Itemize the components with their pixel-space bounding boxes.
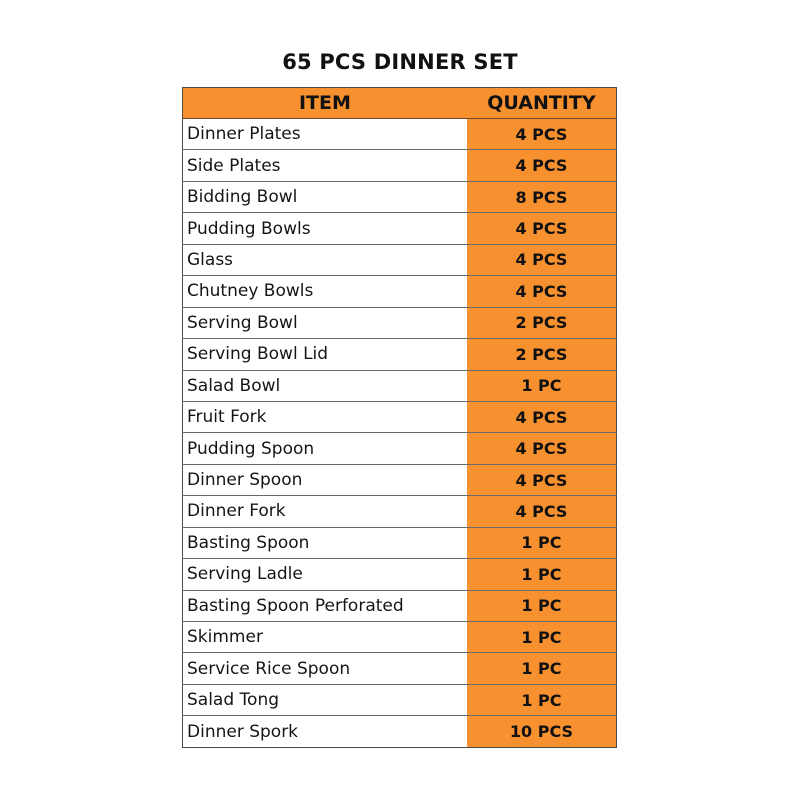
dinner-set-table bbox=[182, 87, 617, 748]
item-quantity: 1 PC bbox=[467, 527, 617, 558]
table-header-row bbox=[183, 88, 617, 119]
item-name: Serving Bowl bbox=[183, 307, 467, 338]
item-quantity: 4 PCS bbox=[467, 213, 617, 244]
item-name: Salad Bowl bbox=[183, 370, 467, 401]
item-quantity: 1 PC bbox=[467, 559, 617, 590]
table-row bbox=[183, 684, 617, 715]
table-row bbox=[183, 119, 617, 150]
item-name: Basting Spoon bbox=[183, 527, 467, 558]
item-quantity: 4 PCS bbox=[467, 150, 617, 181]
item-name: Pudding Bowls bbox=[183, 213, 467, 244]
table-row bbox=[183, 716, 617, 747]
table-row bbox=[183, 339, 617, 370]
table-row bbox=[183, 653, 617, 684]
item-name: Glass bbox=[183, 244, 467, 275]
item-quantity: 1 PC bbox=[467, 622, 617, 653]
table-row bbox=[183, 590, 617, 621]
item-name: Chutney Bowls bbox=[183, 276, 467, 307]
item-name: Service Rice Spoon bbox=[183, 653, 467, 684]
item-name: Dinner Plates bbox=[183, 119, 467, 150]
table-row bbox=[183, 213, 617, 244]
table-row bbox=[183, 150, 617, 181]
item-name: Dinner Spoon bbox=[183, 464, 467, 495]
item-quantity: 2 PCS bbox=[467, 307, 617, 338]
table-row bbox=[183, 401, 617, 432]
item-name: Dinner Fork bbox=[183, 496, 467, 527]
table-row bbox=[183, 307, 617, 338]
item-quantity: 4 PCS bbox=[467, 496, 617, 527]
item-quantity: 10 PCS bbox=[467, 716, 617, 747]
item-quantity: 4 PCS bbox=[467, 276, 617, 307]
item-quantity: 4 PCS bbox=[467, 244, 617, 275]
item-name: Skimmer bbox=[183, 622, 467, 653]
item-name: Dinner Spork bbox=[183, 716, 467, 747]
item-quantity: 2 PCS bbox=[467, 339, 617, 370]
table-row bbox=[183, 464, 617, 495]
item-quantity: 4 PCS bbox=[467, 433, 617, 464]
item-quantity: 4 PCS bbox=[467, 401, 617, 432]
table-row bbox=[183, 527, 617, 558]
table-row bbox=[183, 181, 617, 212]
item-quantity: 4 PCS bbox=[467, 119, 617, 150]
item-name: Salad Tong bbox=[183, 684, 467, 715]
item-name: Fruit Fork bbox=[183, 401, 467, 432]
table-row bbox=[183, 433, 617, 464]
item-name: Serving Bowl Lid bbox=[183, 339, 467, 370]
item-name: Bidding Bowl bbox=[183, 181, 467, 212]
table-row bbox=[183, 559, 617, 590]
item-name: Side Plates bbox=[183, 150, 467, 181]
table-row bbox=[183, 244, 617, 275]
header-quantity: QUANTITY bbox=[467, 88, 617, 119]
table-row bbox=[183, 496, 617, 527]
item-quantity: 1 PC bbox=[467, 590, 617, 621]
header-item: ITEM bbox=[183, 88, 467, 119]
item-name: Serving Ladle bbox=[183, 559, 467, 590]
item-name: Basting Spoon Perforated bbox=[183, 590, 467, 621]
item-quantity: 8 PCS bbox=[467, 181, 617, 212]
table-row bbox=[183, 276, 617, 307]
page-title: 65 PCS DINNER SET bbox=[282, 50, 518, 74]
item-quantity: 1 PC bbox=[467, 653, 617, 684]
table-row bbox=[183, 622, 617, 653]
table-row bbox=[183, 370, 617, 401]
item-quantity: 4 PCS bbox=[467, 464, 617, 495]
item-quantity: 1 PC bbox=[467, 684, 617, 715]
item-name: Pudding Spoon bbox=[183, 433, 467, 464]
item-quantity: 1 PC bbox=[467, 370, 617, 401]
